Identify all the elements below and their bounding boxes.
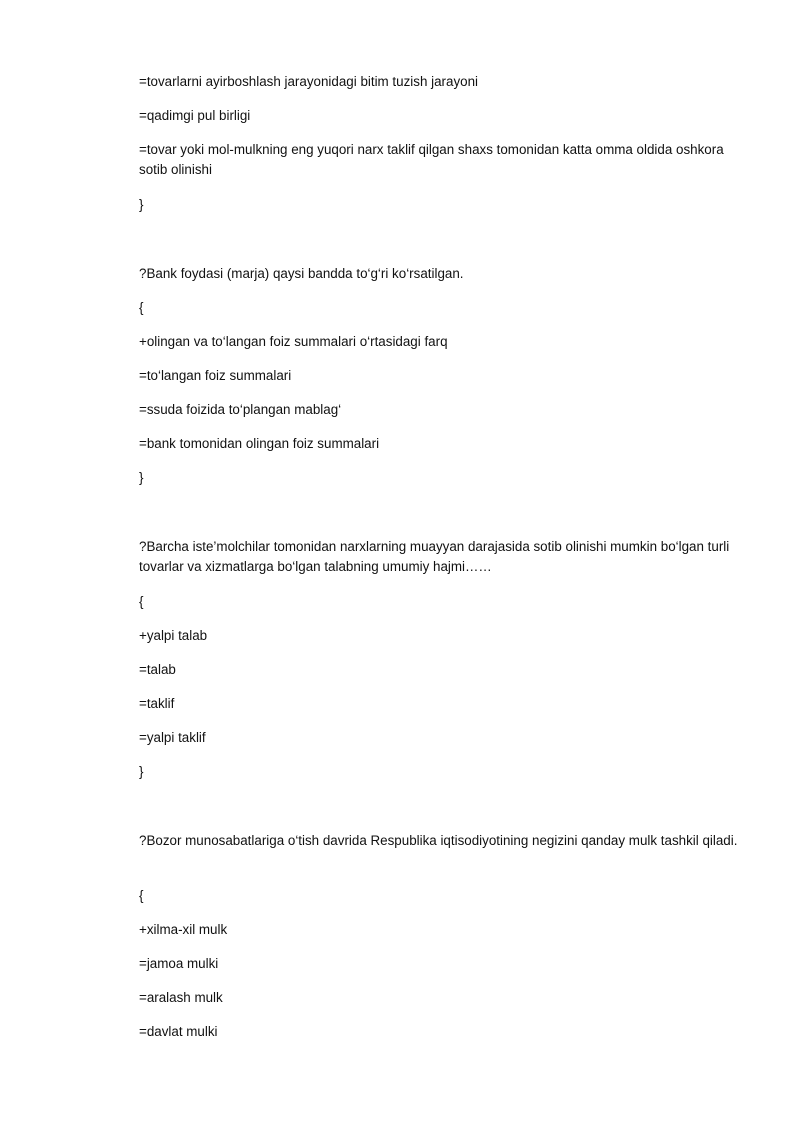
answer-line: =davlat mulki	[139, 1024, 218, 1039]
answer-line: =to‘langan foiz summalari	[139, 368, 292, 383]
answer-line: =tovarlarni ayirboshlash jarayonidagi bitim tuzish jarayoni	[139, 74, 479, 89]
closing-brace: }	[139, 197, 144, 212]
correct-answer: +olingan va to‘langan foiz summalari o‘rtasidagi farq	[139, 334, 448, 349]
answer-line: =bank tomonidan olingan foiz summalari	[139, 436, 380, 451]
answer-line: =tovar yoki mol-mulkning eng yuqori narx taklif qilgan shaxs tomonidan katta omma oldida oshkora sotib olinishi	[139, 142, 724, 177]
answer-line: =talab	[139, 662, 176, 677]
question-text: ?Barcha iste’molchilar tomonidan narxlarning muayyan darajasida sotib olinishi mumkin bo‘lgan turli tovarlar va xizmatlarga bo‘lgan talabning umumiy hajmi……	[139, 539, 730, 574]
correct-answer: +xilma-xil mulk	[139, 922, 228, 937]
answer-line: =ssuda foizida to‘plangan mablag‘	[139, 402, 342, 417]
question-text: ?Bank foydasi (marja) qaysi bandda to‘g‘ri ko‘rsatilgan.	[139, 266, 464, 281]
answer-line: =yalpi taklif	[139, 730, 206, 745]
answer-line: =taklif	[139, 696, 175, 711]
answer-line: =jamoa mulki	[139, 956, 219, 971]
opening-brace: {	[139, 888, 144, 903]
opening-brace: {	[139, 300, 144, 315]
closing-brace: }	[139, 470, 144, 485]
answer-line: =aralash mulk	[139, 990, 223, 1005]
closing-brace: }	[139, 764, 144, 779]
opening-brace: {	[139, 594, 144, 609]
question-text: ?Bozor munosabatlariga o‘tish davrida Respublika iqtisodiyotining negizini qanday mulk tashkil qiladi.	[139, 833, 738, 848]
correct-answer: +yalpi talab	[139, 628, 208, 643]
answer-line: =qadimgi pul birligi	[139, 108, 251, 123]
